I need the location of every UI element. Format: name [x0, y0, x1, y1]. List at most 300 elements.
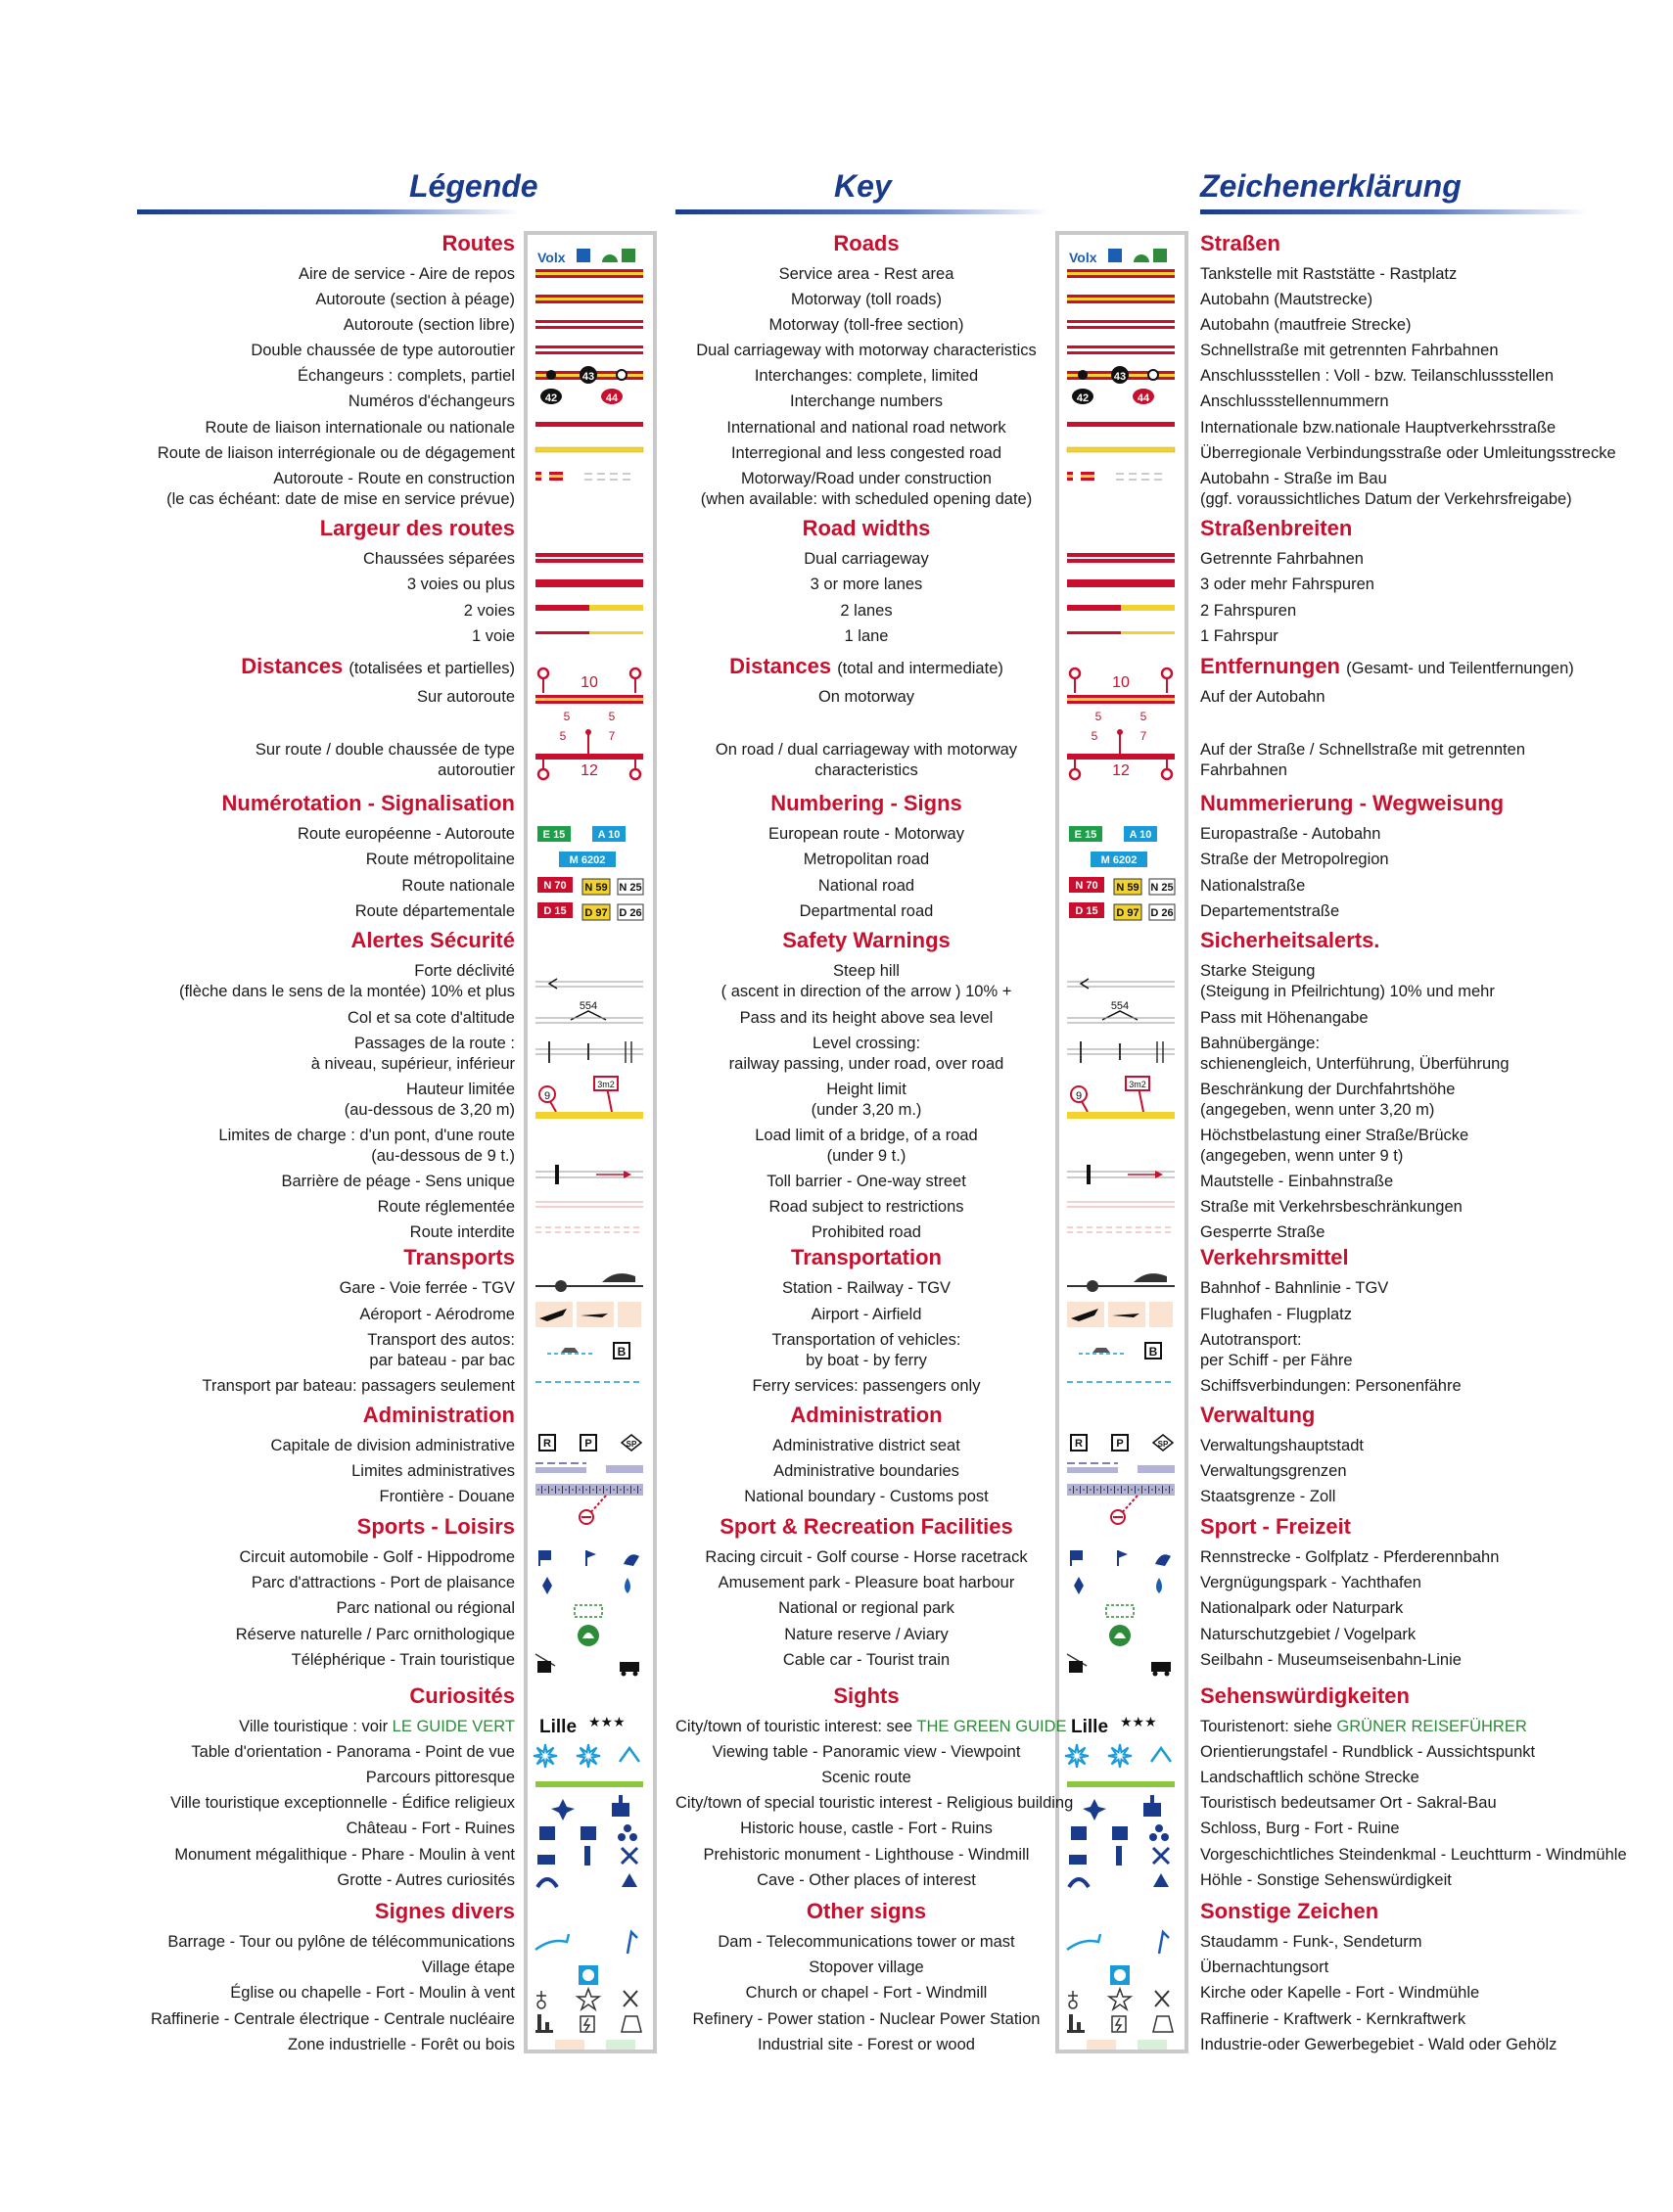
- dual-carriageway-icon: [535, 348, 643, 351]
- legend-row-en: [675, 489, 1057, 509]
- legend-row-text: Réserve naturelle / Parc ornithologique: [235, 1626, 515, 1643]
- section-title-text: Straßen: [1200, 231, 1280, 255]
- legend-row-fr: [127, 1100, 515, 1120]
- section-title-fr: [127, 1245, 515, 1270]
- tourist-train-wheel: [633, 1672, 638, 1677]
- legend-row-text: Interchanges: complete, limited: [754, 367, 979, 385]
- distance-partial-label: 5: [559, 729, 567, 743]
- section-title-text: Roads: [833, 231, 900, 255]
- legend-row-text: Seilbahn - Museumseisenbahn-Linie: [1200, 1651, 1462, 1669]
- legend-row-text: Église ou chapelle - Fort - Moulin à vent: [230, 1984, 515, 2002]
- legend-row-text: Nationalpark oder Naturpark: [1200, 1599, 1404, 1617]
- legend-row-fr: [127, 901, 515, 921]
- section-title-fr: [127, 231, 515, 256]
- legend-row-text: Cave - Other places of interest: [757, 1871, 976, 1889]
- european-route-badge-label: E 15: [542, 829, 566, 841]
- legend-row-de: [1200, 1983, 1592, 2003]
- legend-row-en: [675, 1983, 1057, 2003]
- legend-row-text: Naturschutzgebiet / Vogelpark: [1200, 1626, 1417, 1643]
- legend-row-de: [1200, 1650, 1592, 1670]
- religious-building-icon: [612, 1803, 629, 1817]
- rest-area-icon: [622, 249, 635, 262]
- section-title-fr: [127, 1514, 515, 1540]
- distance-road-icon: [535, 754, 643, 760]
- refinery-icon: [535, 2030, 553, 2033]
- legend-row-text: On road / dual carriageway with motorway: [715, 741, 1018, 759]
- legend-row-text: Beschränkung der Durchfahrtshöhe: [1200, 1081, 1456, 1098]
- interchange-number: 42: [544, 392, 558, 404]
- section-title-text: Verkehrsmittel: [1200, 1245, 1349, 1269]
- legend-row-de: [1200, 901, 1592, 921]
- header-en: Key: [834, 168, 892, 204]
- marina-icon: [1156, 1578, 1162, 1593]
- legend-row-fr: [127, 443, 515, 463]
- legend-row-text: Übernachtungsort: [1200, 1959, 1329, 1976]
- distance-total-label: 10: [1112, 674, 1130, 691]
- legend-row-text: (Steigung in Pfeilrichtung) 10% und mehr: [1200, 983, 1495, 1000]
- interchange-number: 43: [1113, 371, 1127, 383]
- legend-row-text: (angegeben, wenn unter 3,20 m): [1200, 1101, 1435, 1119]
- three-lanes-icon: [535, 579, 643, 587]
- church-icon: [537, 2001, 545, 2008]
- symbol-strip-right: [1059, 235, 1185, 2050]
- legend-row-text: Raffinerie - Centrale électrique - Centrale nucléaire: [150, 2010, 515, 2028]
- park-icon: [575, 1605, 602, 1617]
- marina-icon: [625, 1578, 630, 1593]
- tourist-train-icon: [1151, 1662, 1171, 1672]
- legend-row-text: Route interdite: [409, 1223, 515, 1241]
- legend-row-en: [675, 575, 1057, 594]
- legend-row-text: Route métropolitaine: [365, 851, 515, 868]
- admin-boundary-icon: [1067, 1467, 1118, 1473]
- legend-row-text: (under 3,20 m.): [811, 1101, 922, 1119]
- legend-row-text: Flughafen - Flugplatz: [1200, 1306, 1353, 1323]
- legend-row-text: (flèche dans le sens de la montée) 10% et plus: [178, 983, 515, 1000]
- legend-row-text: Schnellstraße mit getrennten Fahrbahnen: [1200, 342, 1499, 359]
- legend-row-text: Autobahn (mautfreie Strecke): [1200, 316, 1412, 334]
- legend-row-text: 1 voie: [471, 627, 515, 645]
- dam-icon: [1067, 1934, 1100, 1950]
- nuclear-station-icon: [622, 2016, 641, 2032]
- legend-row-de: [1200, 290, 1592, 309]
- legend-row-en: [675, 961, 1057, 981]
- legend-row-text: Touristenort: siehe: [1200, 1718, 1337, 1735]
- legend-row-en: [675, 1034, 1057, 1053]
- legend-row-de: [1200, 443, 1616, 463]
- legend-row-text: Circuit automobile - Golf - Hippodrome: [239, 1548, 515, 1566]
- racing-flag-icon: [539, 1550, 551, 1560]
- legend-row-fr: [127, 1819, 515, 1838]
- legend-row-fr: [127, 1222, 515, 1242]
- legend-row-text: (au-dessous de 9 t.): [371, 1147, 515, 1165]
- legend-row-fr: [127, 290, 515, 309]
- legend-row-text: Interchange numbers: [790, 392, 943, 410]
- legend-row-text: Barrage - Tour ou pylône de télécommunications: [167, 1933, 515, 1951]
- legend-row-text: Auf der Autobahn: [1200, 688, 1325, 706]
- legend-row-text: Dual carriageway: [804, 550, 929, 568]
- legend-row-fr: [127, 1172, 515, 1191]
- station-icon: [555, 1280, 567, 1292]
- admin-seat-p-icon-label: P: [584, 1438, 592, 1450]
- legend-row-text: Schloss, Burg - Fort - Ruine: [1200, 1820, 1400, 1837]
- section-title-text: Other signs: [806, 1899, 927, 1923]
- distance-marker: [1070, 769, 1080, 779]
- legend-row-text: Departementstraße: [1200, 902, 1340, 920]
- tourist-city-label: Lille: [539, 1717, 578, 1737]
- green-guide-link: GRÜNER REISEFÜHRER: [1336, 1718, 1527, 1735]
- legend-row-text: Überregionale Verbindungsstraße oder Umleitungsstrecke: [1200, 444, 1616, 462]
- legend-row-text: 2 lanes: [840, 602, 893, 620]
- legend-row-text: Château - Fort - Ruines: [346, 1820, 515, 1837]
- ruins-icon: [1161, 1833, 1169, 1841]
- interregional-road-icon: [1067, 447, 1175, 452]
- legend-row-de: [1200, 1351, 1592, 1370]
- legend-row-text: (under 9 t.): [826, 1147, 906, 1165]
- legend-row-text: Transport par bateau: passagers seulement: [202, 1377, 515, 1395]
- legend-row-text: Interregional and less congested road: [730, 444, 1002, 462]
- industrial-site-icon: [1087, 2040, 1116, 2050]
- legend-row-fr: [127, 687, 515, 707]
- legend-row-text: Pass and its height above sea level: [739, 1009, 994, 1027]
- religious-building-icon: [1150, 1795, 1154, 1805]
- legend-row-text: Motorway (toll roads): [790, 291, 943, 308]
- legend-row-text: Height limit: [826, 1081, 906, 1098]
- legend-row-text: Landschaftlich schöne Strecke: [1200, 1769, 1419, 1786]
- legend-row-en: [675, 1146, 1057, 1166]
- legend-row-text: Route nationale: [401, 877, 515, 895]
- section-title-text: Sport - Freizeit: [1200, 1514, 1352, 1539]
- legend-row-de: [1200, 549, 1592, 569]
- section-title-en: [675, 1683, 1057, 1709]
- religious-building-icon: [619, 1795, 623, 1805]
- legend-row-en: [675, 315, 1057, 335]
- ruins-icon: [624, 1824, 631, 1832]
- section-title-en: [675, 1245, 1057, 1270]
- legend-row-text: Ville touristique : voir: [239, 1718, 393, 1735]
- departmental-road-badge-label: D 15: [543, 905, 567, 917]
- section-title-text: Straßenbreiten: [1200, 516, 1353, 540]
- legend-row-fr: [127, 489, 515, 509]
- legend-row-de: [1200, 1222, 1592, 1242]
- legend-row-de: [1200, 1625, 1592, 1644]
- tourist-train-icon: [620, 1662, 639, 1672]
- megalith-icon: [537, 1855, 555, 1865]
- admin-boundary-icon: [535, 1467, 586, 1473]
- legend-row-text: National or regional park: [778, 1599, 954, 1617]
- legend-row-text: characteristics: [814, 761, 918, 779]
- section-title-text: Sights: [833, 1683, 900, 1708]
- legend-row-text: Toll barrier - One-way street: [767, 1173, 966, 1190]
- one-lane-icon: [1121, 631, 1175, 634]
- legend-row-fr: [127, 982, 515, 1001]
- golf-flag-icon: [1118, 1550, 1128, 1558]
- legend-row-text: Mautstelle - Einbahnstraße: [1200, 1173, 1394, 1190]
- legend-row-de: [1200, 1845, 1627, 1865]
- legend-row-fr: [127, 1008, 515, 1028]
- one-lane-icon: [589, 631, 643, 634]
- motorway-badge-label: A 10: [597, 829, 621, 841]
- service-area-label: Volx: [537, 250, 566, 265]
- section-title-text: Numbering - Signs: [770, 791, 962, 815]
- section-subtitle: (total and intermediate): [837, 660, 1003, 677]
- admin-seat-p-icon-label: P: [1116, 1438, 1124, 1450]
- legend-row-en: [675, 1819, 1057, 1838]
- admin-seat-r-icon-label: R: [543, 1438, 551, 1450]
- legend-row-fr: [127, 1625, 515, 1644]
- ruins-icon: [1155, 1824, 1163, 1832]
- legend-row-text: On motorway: [817, 688, 915, 706]
- park-icon: [1106, 1605, 1134, 1617]
- legend-row-text: Steep hill: [833, 962, 900, 980]
- legend-row-de: [1200, 1008, 1592, 1028]
- departmental-road-badge-label: D 97: [584, 907, 608, 919]
- legend-row-en: [675, 1080, 1057, 1099]
- section-title-text: Entfernungen: [1200, 654, 1340, 678]
- legend-row-fr: [127, 1845, 515, 1865]
- legend-row-fr: [127, 2009, 515, 2029]
- legend-row-fr: [127, 824, 515, 844]
- legend-row-text: Aire de service - Aire de repos: [298, 265, 515, 283]
- legend-row-text: Parc d'attractions - Port de plaisance: [251, 1574, 515, 1591]
- legend-row-text: Table d'orientation - Panorama - Point de vue: [191, 1743, 515, 1761]
- legend-row-text: Prohibited road: [812, 1223, 921, 1241]
- legend-row-text: Autobahn (Mautstrecke): [1200, 291, 1373, 308]
- panoramic-view-icon: [577, 1744, 600, 1768]
- legend-row-en: [675, 1932, 1057, 1952]
- legend-row-fr: [127, 1958, 515, 1977]
- tourist-city-label: Lille: [1071, 1717, 1109, 1737]
- cave-icon: [1069, 1879, 1089, 1887]
- legend-row-text: Church or chapel - Fort - Windmill: [745, 1984, 988, 2002]
- interchange-number: 43: [581, 371, 595, 383]
- legend-row-en: [675, 290, 1057, 309]
- rest-area-icon: [602, 254, 618, 262]
- section-title-text: Transports: [403, 1245, 515, 1269]
- legend-row-fr: [127, 392, 515, 411]
- legend-row-en: [675, 687, 1057, 707]
- legend-row-en: [675, 1845, 1057, 1865]
- legend-row-en: [675, 1100, 1057, 1120]
- section-title-en: [675, 928, 1057, 953]
- section-title-text: Routes: [441, 231, 515, 255]
- legend-row-en: [675, 1870, 1057, 1890]
- height-limit-label: 3m2: [597, 1080, 615, 1089]
- horse-racetrack-icon: [624, 1554, 639, 1566]
- legend-row-text: Internationale bzw.nationale Hauptverkehrsstraße: [1200, 419, 1557, 437]
- legend-row-text: autoroutier: [438, 761, 515, 779]
- legend-row-text: 1 lane: [844, 627, 889, 645]
- admin-seat-r-icon-label: R: [1075, 1438, 1083, 1450]
- distance-partial-label: 5: [1091, 729, 1098, 743]
- section-title-text: Administration: [362, 1403, 515, 1427]
- european-route-badge-label: E 15: [1074, 829, 1097, 841]
- section-title-text: Alertes Sécurité: [350, 928, 515, 952]
- legend-row-text: Schiffsverbindungen: Personenfähre: [1200, 1377, 1462, 1395]
- section-title-de: [1200, 654, 1592, 681]
- legend-row-de: [1200, 1958, 1592, 1977]
- legend-row-fr: [127, 876, 515, 896]
- section-title-text: Sport & Recreation Facilities: [720, 1514, 1013, 1539]
- national-road-badge-label: N 70: [543, 880, 567, 892]
- section-title-fr: [127, 1899, 515, 1924]
- legend-row-en: [675, 1487, 1057, 1506]
- departmental-road-badge-label: D 26: [619, 907, 642, 919]
- distance-partial-label: 7: [608, 729, 616, 743]
- telecom-tower-icon: [627, 1932, 637, 1954]
- national-road-badge-label: N 70: [1075, 880, 1098, 892]
- pass-altitude-label: 554: [1110, 1000, 1130, 1012]
- horse-racetrack-icon: [1155, 1554, 1171, 1566]
- viewpoint-icon: [620, 1748, 639, 1762]
- legend-row-text: Fahrbahnen: [1200, 761, 1287, 779]
- refinery-icon: [537, 2014, 541, 2032]
- motorway-toll-icon: [535, 298, 643, 300]
- two-lanes-icon: [535, 605, 589, 611]
- amusement-park-icon: [542, 1577, 552, 1594]
- legend-row-de: [1200, 1054, 1592, 1074]
- legend-row-text: à niveau, supérieur, inférieur: [310, 1055, 515, 1073]
- legend-row-text: Transportation of vehicles:: [771, 1331, 961, 1349]
- distance-partial-label: 5: [1094, 710, 1102, 723]
- legend-row-de: [1200, 1126, 1592, 1145]
- tourist-city-stars: ★★★: [1120, 1714, 1157, 1729]
- legend-row-de: [1200, 1278, 1592, 1298]
- legend-row-text: Barrière de péage - Sens unique: [281, 1173, 515, 1190]
- legend-row-text: Load limit of a bridge, of a road: [755, 1127, 978, 1144]
- legend-row-fr: [127, 1983, 515, 2003]
- legend-row-fr: [127, 1126, 515, 1145]
- section-title-de: [1200, 516, 1592, 541]
- legend-row-text: 2 Fahrspuren: [1200, 602, 1297, 620]
- legend-row-fr: [127, 626, 515, 646]
- legend-row-fr: [127, 469, 515, 488]
- legend-row-text: Route de liaison interrégionale ou de dégagement: [157, 444, 515, 462]
- header-fr: Légende: [409, 168, 538, 204]
- two-lanes-icon: [1121, 605, 1175, 611]
- legend-row-text: (au-dessous de 3,20 m): [344, 1101, 515, 1119]
- legend-row-en: [675, 264, 1057, 284]
- legend-row-text: European route - Motorway: [768, 825, 964, 843]
- service-area-icon: [1108, 249, 1122, 262]
- symbol-panel-right: [1055, 231, 1188, 2053]
- construction-gap: [541, 472, 549, 481]
- legend-row-text: Vergnügungspark - Yachthafen: [1200, 1574, 1421, 1591]
- legend-row-fr: [127, 1376, 515, 1396]
- section-title-de: [1200, 1683, 1592, 1709]
- legend-row-en: [675, 1376, 1057, 1396]
- forest-icon: [606, 2040, 635, 2050]
- legend-row-de: [1200, 1742, 1592, 1762]
- legend-row-fr: [127, 1793, 515, 1813]
- legend-row-en: [675, 760, 1057, 780]
- legend-row-de: [1200, 1376, 1592, 1396]
- legend-row-fr: [127, 1598, 515, 1618]
- legend-row-de: [1200, 1100, 1592, 1120]
- interchange-limited-icon: [617, 370, 627, 380]
- admin-seat-sp-label: SP: [626, 1440, 637, 1449]
- legend-row-fr: [127, 1487, 515, 1506]
- distance-total-label: 12: [581, 762, 598, 779]
- distance-partial-label: 7: [1139, 729, 1147, 743]
- cable-car-icon: [537, 1661, 551, 1673]
- legend-row-fr: [127, 264, 515, 284]
- legend-row-en: [675, 740, 1057, 760]
- departmental-road-badge-label: D 26: [1150, 907, 1174, 919]
- legend-row-text: (le cas échéant: date de mise en service prévue): [166, 490, 515, 508]
- legend-row-text: Industrie-oder Gewerbegebiet - Wald oder Gehölz: [1200, 2036, 1557, 2053]
- legend-row-text: 2 voies: [463, 602, 515, 620]
- ruins-icon: [618, 1833, 626, 1841]
- legend-row-fr: [127, 549, 515, 569]
- legend-row-text: Monument mégalithique - Phare - Moulin à vent: [174, 1846, 515, 1864]
- legend-row-en: [675, 366, 1057, 386]
- legend-row-text: par bateau - par bac: [369, 1352, 515, 1369]
- legend-row-fr: [127, 1932, 515, 1952]
- legend-row-text: 3 or more lanes: [810, 576, 923, 593]
- refinery-icon: [1067, 2030, 1085, 2033]
- two-lanes-icon: [589, 605, 643, 611]
- symbol-panel-left: [524, 231, 657, 2053]
- legend-row-fr: [127, 1330, 515, 1350]
- legend-row-de: [1200, 687, 1592, 707]
- header-rule-en: [675, 209, 1047, 214]
- section-title-text: Largeur des routes: [319, 516, 515, 540]
- section-title-en: [675, 231, 1057, 256]
- legend-row-en: [675, 1573, 1057, 1592]
- nuclear-station-icon: [1153, 2016, 1173, 2032]
- legend-row-text: Tankstelle mit Raststätte - Rastplatz: [1200, 265, 1458, 283]
- legend-row-text: Staudamm - Funk-, Sendeturm: [1200, 1933, 1422, 1951]
- admin-boundary-icon: [1138, 1465, 1175, 1473]
- legend-row-text: schienengleich, Unterführung, Überführung: [1200, 1055, 1510, 1073]
- legend-row-text: Nature reserve / Aviary: [784, 1626, 949, 1643]
- legend-row-text: Téléphérique - Train touristique: [291, 1651, 515, 1669]
- rest-area-icon: [1153, 249, 1167, 262]
- dual-carriageway-width-icon: [1067, 557, 1175, 559]
- legend-row-en: [675, 1650, 1057, 1670]
- airport-zone-icon: [1149, 1302, 1173, 1327]
- legend-row-en: [675, 469, 1057, 488]
- section-title-fr: [127, 1683, 515, 1709]
- legend-row-fr: [127, 575, 515, 594]
- admin-seat-sp-label: SP: [1157, 1440, 1169, 1449]
- legend-row-en: [675, 1172, 1057, 1191]
- legend-row-en: [675, 1958, 1057, 1977]
- section-subtitle: (totalisées et partielles): [349, 660, 515, 677]
- legend-row-text: Chaussées séparées: [362, 550, 515, 568]
- tourist-city-stars: ★★★: [588, 1714, 626, 1729]
- legend-row-en: [675, 982, 1057, 1001]
- fort-icon: [581, 1826, 596, 1840]
- legend-row-de: [1200, 575, 1592, 594]
- legend-row-fr: [127, 601, 515, 621]
- legend-row-fr: [127, 315, 515, 335]
- legend-row-en: [675, 1598, 1057, 1618]
- section-title-text: Sports - Loisirs: [356, 1514, 515, 1539]
- rest-area-icon: [1134, 254, 1149, 262]
- tourist-train-wheel: [1153, 1672, 1158, 1677]
- section-title-text: Numérotation - Signalisation: [221, 791, 515, 815]
- legend-row-text: Numéros d'échangeurs: [348, 392, 515, 410]
- section-title-de: [1200, 231, 1592, 256]
- fort-icon: [1112, 1826, 1128, 1840]
- other-interest-icon: [622, 1873, 637, 1887]
- green-guide-link: THE GREEN GUIDE: [916, 1718, 1067, 1735]
- legend-row-text: Verwaltungsgrenzen: [1200, 1462, 1347, 1480]
- legend-row-text: International and national road network: [726, 419, 1006, 437]
- pass-altitude-label: 554: [579, 1000, 598, 1012]
- legend-row-text: Pass mit Höhenangabe: [1200, 1009, 1369, 1027]
